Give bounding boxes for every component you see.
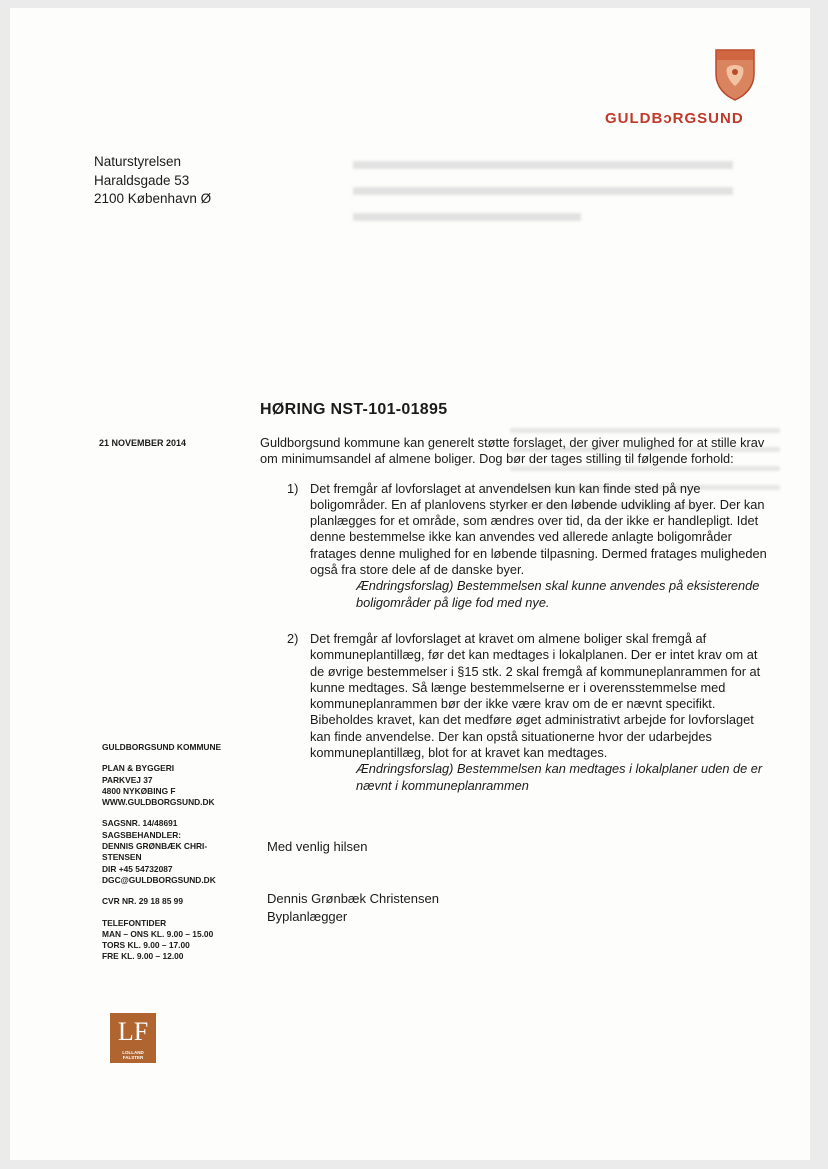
item-number: 1) (287, 480, 299, 496)
lf-logo-letters: LF (117, 1017, 149, 1046)
phone-hours-line: MAN – ONS KL. 9.00 – 15.00 (102, 928, 214, 939)
sender-address (102, 763, 252, 808)
sender-org: GULDBORGSUND KOMMUNE (102, 742, 222, 752)
recipient-line: 2100 København Ø (94, 191, 212, 206)
lf-logo-sub (110, 1050, 156, 1060)
case-handler-label: SAGSBEHANDLER: (102, 829, 182, 840)
closing-greeting: Med venlig hilsen (267, 839, 368, 854)
sender-address-line: PARKVEJ 37 (102, 774, 153, 785)
case-handler-name: STENSEN (102, 852, 142, 863)
phone-hours-line: FRE KL. 9.00 – 12.00 (102, 951, 184, 962)
sender-website: WWW.GULDBORGSUND.DK (102, 797, 215, 808)
lf-logo-sub-line: LOLLAND (122, 1050, 144, 1055)
cvr-number: CVR NR. 29 18 85 99 (102, 896, 184, 907)
remarks-list (260, 481, 770, 794)
recipient-line: Naturstyrelsen (94, 154, 182, 169)
guldborgsund-logo-text: GULDBɔRGSUND (605, 110, 744, 127)
lolland-falster-logo (110, 1013, 156, 1063)
case-number: SAGSNR. 14/48691 (102, 818, 178, 829)
phone-hours (102, 918, 252, 963)
case-info (102, 818, 252, 886)
letter-subject: HØRING NST-101-01895 (260, 401, 448, 418)
letter-date: 21 NOVEMBER 2014 (99, 438, 187, 448)
case-phone: DIR +45 54732087 (102, 863, 173, 874)
sender-address-line: PLAN & BYGGERI (102, 763, 175, 774)
item-text: Det fremgår af lovforslaget at anvendelsen kun kan finde sted på nye boligområder. En af planlovens styrker er den løbende udvikling af byer. Der kan planlægges for et område, som ændres over tid, da der ikke er handlepligt. Idet denne bestemmelse ikke kan anvendes ved allerede anlagte boligområder fratages denne mulighed for en løbende tilpasning. Dermed fratages muligheden også fra store dele af de danske byer. (310, 480, 767, 578)
signature-name: Dennis Grønbæk Christensen (267, 891, 439, 906)
phone-hours-title: TELEFONTIDER (102, 917, 167, 928)
item-amendment: Ændringsforslag) Bestemmelsen skal kunne anvendes på eksisterende boligområder på lige fod med nye. (356, 578, 760, 610)
guldborgsund-crest-icon (710, 44, 760, 102)
case-handler-name: DENNIS GRØNBÆK CHRI- (102, 841, 208, 852)
case-email: DGC@GULDBORGSUND.DK (102, 874, 216, 885)
recipient-line: Haraldsgade 53 (94, 172, 190, 188)
show-through-title (353, 153, 733, 221)
letter-page (10, 8, 810, 1160)
item-text: Det fremgår af lovforslaget at kravet om almene boliger skal fremgå af kommuneplantillæg, før det kan medtages i lokalplanen. Der er intet krav om at de øvrige bestemmelser i §15 stk. 2 skal fremgå af kommuneplanrammen for at kunne medtages. Så længe bestemmelserne er i overensstemmelse med kommuneplanrammen bør der ikke være krav om de er nævnt specifikt. Bibeholdes kravet, kan det medføre øget administrativt arbejde for lovforslaget kan finde anvendelse. Der kan opstå situationerne hvor der udarbejdes kommuneplantillæg, blot for at kravet kan medtages. (310, 630, 761, 761)
list-item (260, 481, 770, 611)
lf-logo-sub-line: FALSTER (122, 1055, 144, 1060)
sender-info-sidebar (102, 742, 252, 973)
recipient-address (94, 153, 211, 209)
item-amendment: Ændringsforslag) Bestemmelsen kan medtages i lokalplaner uden de er nævnt i kommuneplanrammen (356, 761, 763, 793)
letter-body (260, 435, 770, 814)
signature-block (267, 890, 439, 926)
signature-title: Byplanlægger (267, 909, 348, 924)
body-intro: Guldborgsund kommune kan generelt støtte forslaget, der giver mulighed for at stille krav om minimumsandel af almene boliger. Dog bør der tages stilling til følgende forhold: (260, 435, 765, 467)
item-number: 2) (287, 630, 299, 646)
sender-address-line: 4800 NYKØBING F (102, 785, 176, 796)
list-item (260, 631, 770, 794)
phone-hours-line: TORS KL. 9.00 – 17.00 (102, 940, 190, 951)
